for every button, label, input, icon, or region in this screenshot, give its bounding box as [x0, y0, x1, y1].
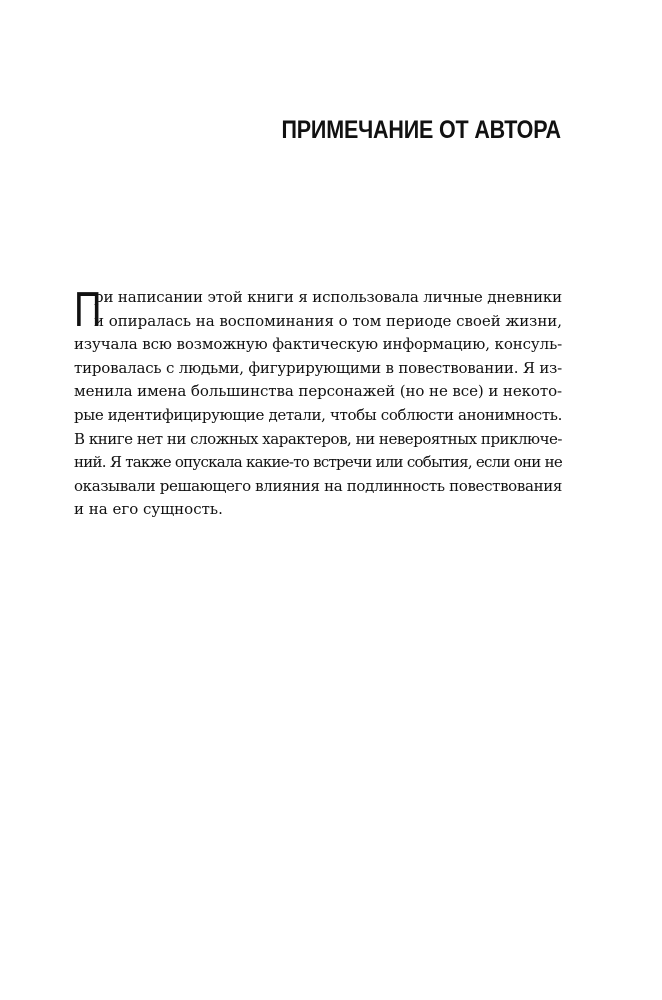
paragraph-line: менила имена большинства персонажей (но не все) и некото- [74, 382, 562, 401]
paragraph-line: рые идентифицирующие детали, чтобы соблюсти анонимность. [74, 405, 562, 424]
paragraph-line: ний. Я также опускала какие-то встречи или события, если они не [74, 453, 562, 472]
chapter-title: ПРИМЕЧАНИЕ ОТ АВТОРА [281, 116, 561, 144]
paragraph-line: и на его сущность. [74, 500, 223, 519]
paragraph-line: тировалась с людьми, фигурирующими в повествовании. Я из- [74, 358, 562, 377]
paragraph-line: В книге нет ни сложных характеров, ни невероятных приключе- [74, 429, 563, 448]
paragraph-line: ри написании этой книги я использовала личные дневники [94, 288, 562, 306]
paragraph-line: изучала всю возможную фактическую информацию, консуль- [74, 335, 563, 354]
paragraph-line: и опиралась на воспоминания о том периоде своей жизни, [94, 311, 562, 330]
author-note-paragraph [74, 283, 563, 522]
drop-cap: П [74, 283, 102, 337]
paragraph-line: оказывали решающего влияния на подлинность повествования [74, 476, 562, 495]
